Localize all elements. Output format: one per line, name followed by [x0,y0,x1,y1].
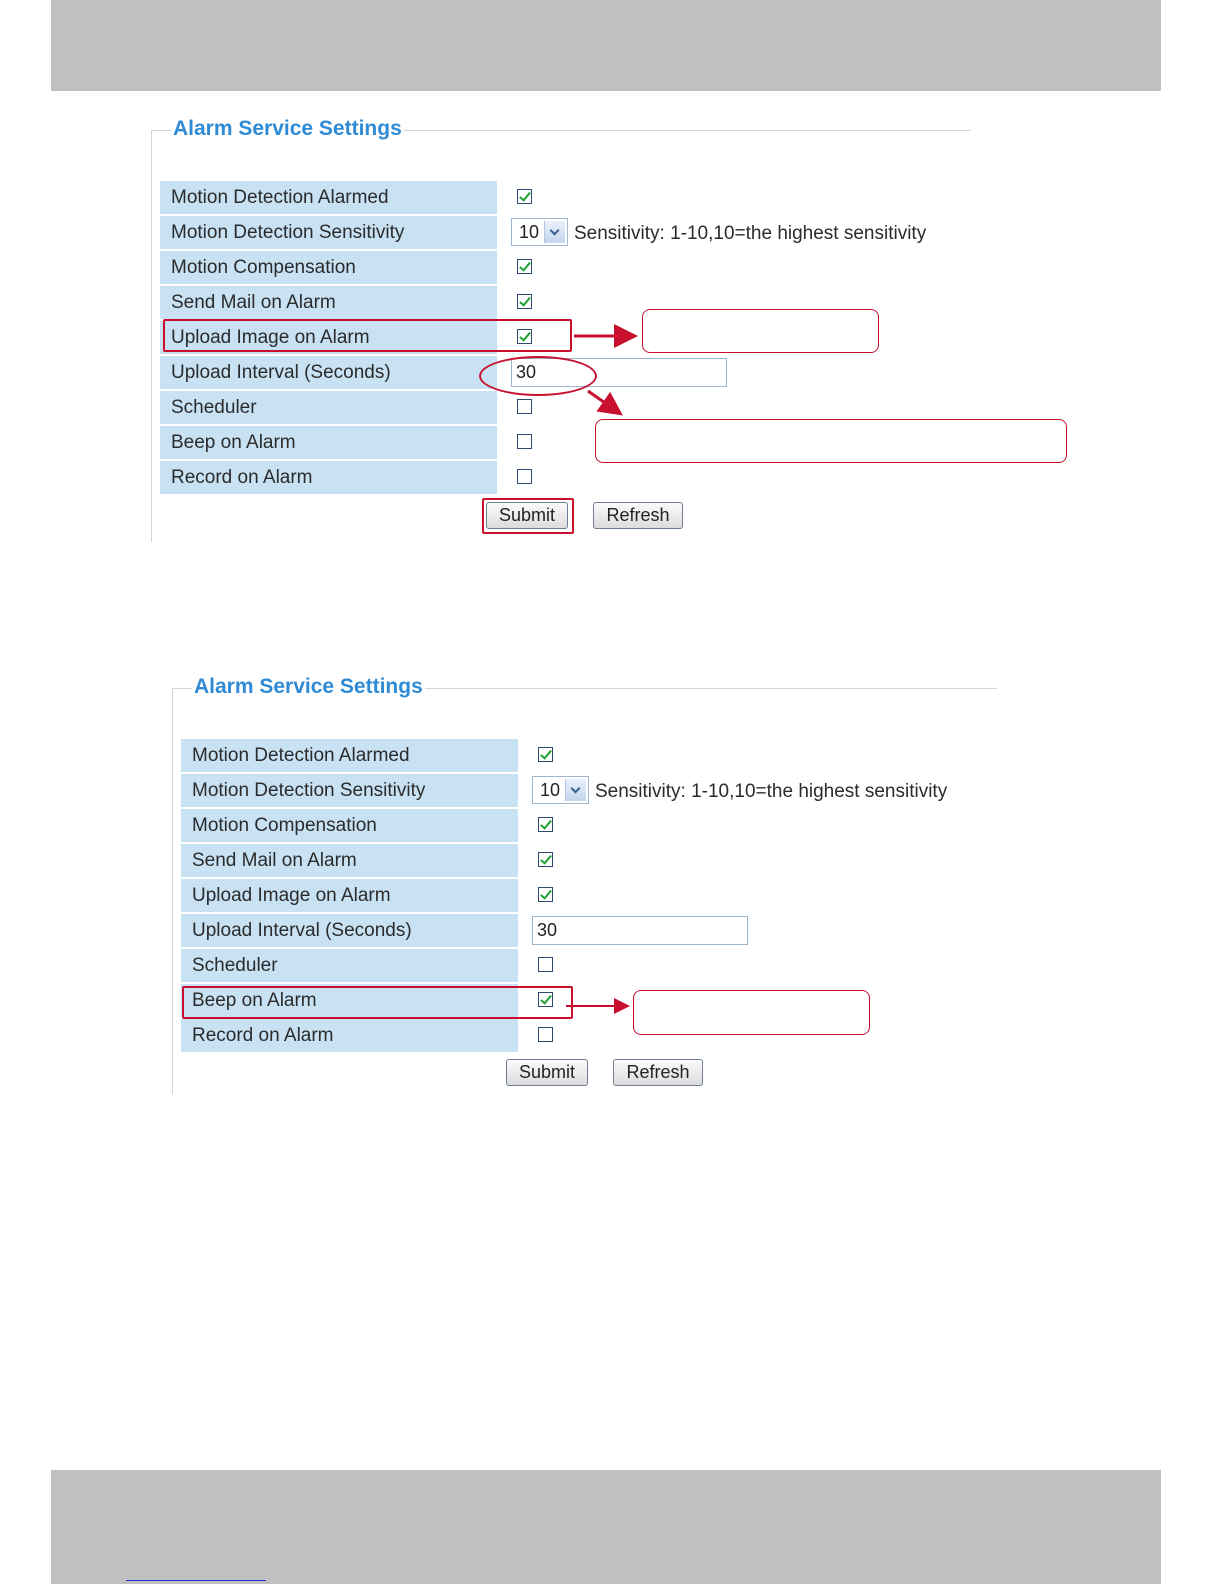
submit-button[interactable]: Submit [486,502,568,529]
row-label: Motion Detection Sensitivity [181,774,518,807]
row-label: Upload Interval (Seconds) [181,914,518,947]
row-label: Scheduler [181,949,518,982]
sensitivity-value: 10 [540,780,561,800]
row-label: Send Mail on Alarm [160,286,497,319]
arrow-upload-interval [588,391,618,412]
row-label: Record on Alarm [160,461,497,494]
footer-link-underline[interactable] [126,1556,266,1581]
row-label: Scheduler [160,391,497,424]
panel-title: Alarm Service Settings [171,115,404,143]
upload-interval-input[interactable]: 30 [511,358,727,387]
row-label: Motion Detection Sensitivity [160,216,497,249]
row-label: Motion Compensation [181,809,518,842]
row-label: Upload Image on Alarm [181,879,518,912]
row-label: Beep on Alarm [181,984,518,1017]
sensitivity-hint: Sensitivity: 1-10,10=the highest sensitivity [574,223,927,244]
sensitivity-value: 10 [519,222,540,242]
row-label: Beep on Alarm [160,426,497,459]
submit-button[interactable]: Submit [506,1059,588,1086]
row-label: Record on Alarm [181,1019,518,1052]
sensitivity-hint: Sensitivity: 1-10,10=the highest sensitivity [595,781,948,802]
row-label: Motion Compensation [160,251,497,284]
refresh-button[interactable]: Refresh [593,502,683,529]
row-label: Upload Interval (Seconds) [160,356,497,389]
refresh-button[interactable]: Refresh [613,1059,703,1086]
panel-title: Alarm Service Settings [192,673,425,701]
upload-interval-input[interactable]: 30 [532,916,748,945]
row-label: Motion Detection Alarmed [181,739,518,772]
row-label: Send Mail on Alarm [181,844,518,877]
row-label: Motion Detection Alarmed [160,181,497,214]
row-label: Upload Image on Alarm [160,321,497,354]
